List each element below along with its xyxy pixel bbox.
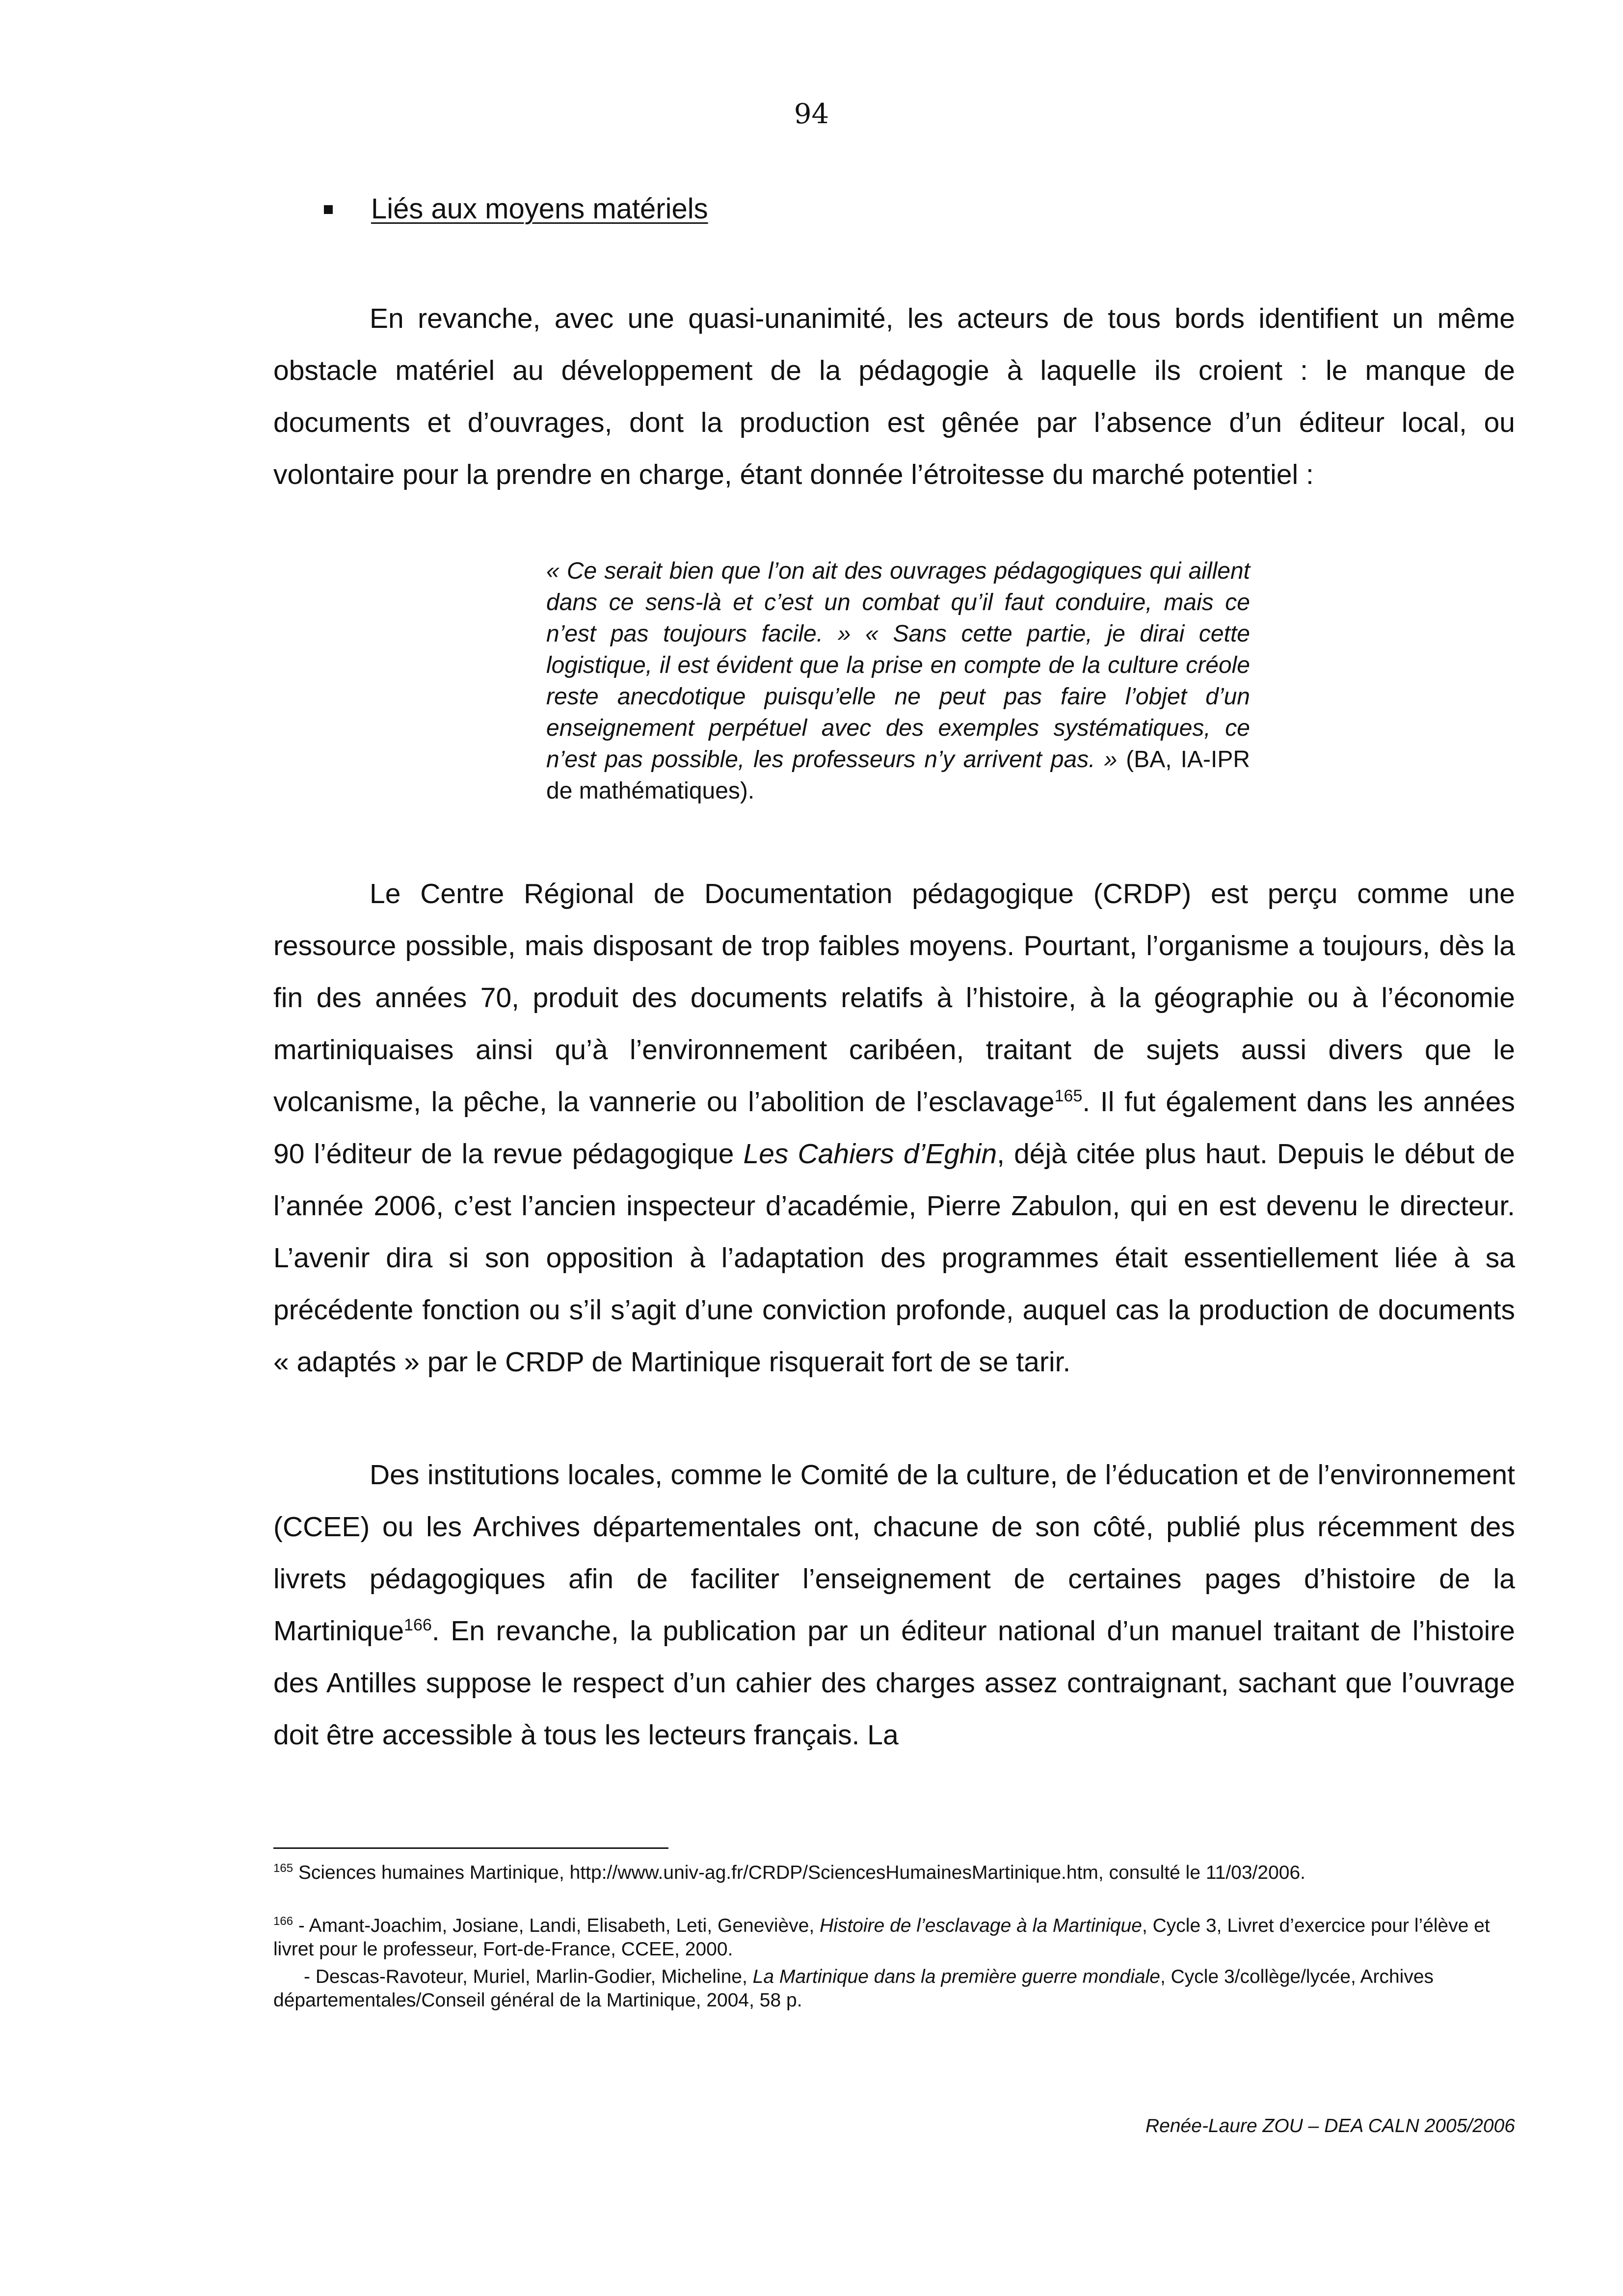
paragraph-2 (273, 868, 1515, 1388)
paragraph-1: En revanche, avec une quasi-unanimité, les acteurs de tous bords identifient un même obstacle matériel au développement de la pédagogie à laquelle ils croient : le manque de documents et d’ouvrages, dont la production est gênée par l’absence d’un éditeur local, ou volontaire pour la prendre en charge, étant donnée l’étroitesse du marché potentiel : (273, 303, 1515, 490)
book-title: La Martinique dans la première guerre mondiale (752, 1966, 1160, 1987)
footnote-text: , Cycle 3, Livret d’exercice pour l’élève et livret pour le professeur, Fort-de-France, CCEE, 2000. (273, 1915, 1490, 1960)
footnote-text: - Amant-Joachim, Josiane, Landi, Elisabeth, Leti, Geneviève, (293, 1915, 820, 1936)
footnote-ref-166[interactable]: 166 (404, 1616, 432, 1634)
paragraph-2-text: . Il fut également dans les années 90 l’éditeur de la revue pédagogique (273, 1086, 1515, 1170)
footnote-text: , Cycle 3/collège/lycée, Archives départementales/Conseil général de la Martinique, 2004, 58 p. (273, 1966, 1434, 2011)
paragraph-3-text: . En revanche, la publication par un éditeur national d’un manuel traitant de l’histoire des Antilles suppose le respect d’un cahier des charges assez contraignant, sachant que l’ouvrage doit être accessible à tous les lecteurs français. La (273, 1615, 1515, 1751)
journal-title: Les Cahiers d’Eghin (743, 1138, 997, 1170)
footnote-ref-165[interactable]: 165 (1054, 1087, 1083, 1105)
footnote-text: - Descas-Ravoteur, Muriel, Marlin-Godier, Micheline, (304, 1966, 753, 1987)
paragraph-3 (273, 1449, 1515, 1761)
paragraph-3-text: Des institutions locales, comme le Comité de la culture, de l’éducation et de l’environnement (CCEE) ou les Archives départementales ont, chacune de son côté, publié plus récemment des livrets pédagogiques afin de faciliter l’enseignement de certaines pages d’histoire de la Martinique (273, 1459, 1515, 1647)
footnote-text: Sciences humaines Martinique, http://www.univ-ag.fr/CRDP/SciencesHumainesMartinique.htm, consulté le 11/03/2006. (293, 1862, 1305, 1883)
page-footer: Renée-Laure ZOU – DEA CALN 2005/2006 (1145, 2115, 1515, 2136)
footnote-number: 166 (273, 1915, 293, 1928)
paragraph-2-text: , déjà citée plus haut. Depuis le début de l’année 2006, c’est l’ancien inspecteur d’académie, Pierre Zabulon, qui en est devenu le directeur. L’avenir dira si son opposition à l’adaptation des programmes était essentiellement liée à sa précédente fonction ou s’il s’agit d’une conviction profonde, auquel cas la production de documents « adaptés » par le CRDP de Martinique risquerait fort de se tarir. (273, 1138, 1515, 1378)
block-quote (546, 556, 1250, 807)
footnote-number: 165 (273, 1862, 293, 1875)
footnote-166-continued (273, 1965, 1515, 2012)
quote-text: « Ce serait bien que l’on ait des ouvrages pédagogiques qui aillent dans ce sens-là et c’est un combat qu’il faut conduire, mais ce n’est pas toujours facile. » « Sans cette partie, je dirai cette logistique, il est évident que la prise en compte de la culture créole reste anecdotique puisqu’elle ne peut pas faire l’objet d’un enseignement perpétuel avec des exemples systématiques, ce n’est pas possible, les professeurs n’y arrivent pas. » (546, 558, 1250, 773)
paragraph-2-text: Le Centre Régional de Documentation pédagogique (CRDP) est perçu comme une ressource possible, mais disposant de trop faibles moyens. Pourtant, l’organisme a toujours, dès la fin des années 70, produit des documents relatifs à l’histoire, à la géographie ou à l’économie martiniquaises ainsi qu’à l’environnement caribéen, traitant de sujets aussi divers que le volcanisme, la pêche, la vannerie ou l’abolition de l’esclavage (273, 878, 1515, 1118)
footnote-165 (273, 1861, 1515, 1885)
book-title: Histoire de l’esclavage à la Martinique (820, 1915, 1142, 1936)
footnote-166 (273, 1914, 1515, 1961)
bullet-square-icon (324, 205, 333, 214)
footnote-separator (273, 1847, 668, 1849)
page-number: 94 (794, 98, 829, 130)
quote-attribution: (BA, IA-IPR de mathématiques). (546, 747, 1250, 804)
section-heading-text: Liés aux moyens matériels (371, 193, 708, 225)
